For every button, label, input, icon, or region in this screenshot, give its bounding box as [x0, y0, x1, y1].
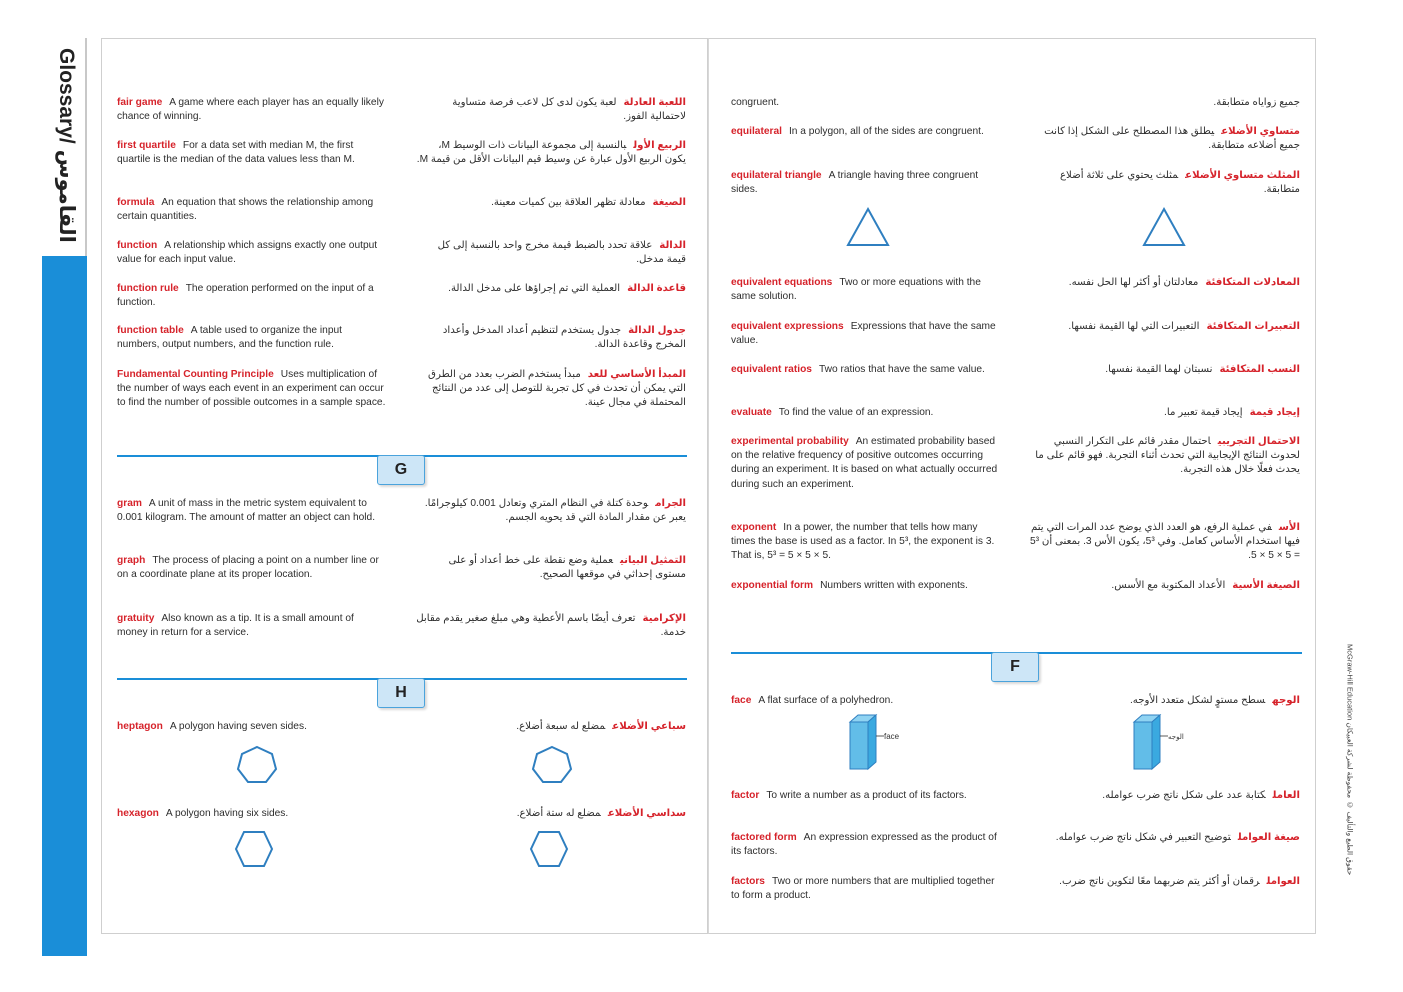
term-ar: اللعبة العادلة — [623, 97, 686, 108]
term: first quartile — [117, 140, 176, 151]
triangle-icon-ar — [1141, 206, 1187, 248]
entry-fair-game-ar — [416, 96, 686, 124]
hexagon-icon-ar — [529, 830, 569, 868]
term: fair game — [117, 97, 163, 108]
heptagon-icon — [236, 745, 278, 785]
term: function rule — [117, 283, 179, 294]
letter-f-badge — [991, 652, 1039, 682]
entry-exponent-ar — [1030, 521, 1300, 564]
entry-graph-en — [117, 554, 387, 582]
heptagon-icon-ar — [531, 745, 573, 785]
entry-equivalent-ratios-ar — [1030, 363, 1300, 377]
entry-heptagon-ar — [416, 720, 686, 734]
term-ar: العامل — [1272, 790, 1300, 801]
entry-experimental-probability-en — [731, 435, 1001, 492]
term-ar: الوجه — [1272, 695, 1300, 706]
entry-hexagon-en — [117, 807, 387, 821]
term-ar: الصيغة — [652, 197, 686, 208]
entry-graph-ar — [416, 554, 686, 582]
entry-function-rule-ar — [416, 282, 686, 296]
term-ar: العوامل — [1266, 876, 1300, 887]
definition: A table used to organize the input numbers, output numbers, and the function rule. — [117, 325, 343, 351]
entry-experimental-probability-ar — [1030, 435, 1300, 478]
definition: Numbers written with exponents. — [820, 580, 968, 591]
entry-exponent-en — [731, 521, 1001, 564]
entry-function-table-en — [117, 324, 387, 352]
entry-hexagon-ar — [416, 807, 686, 821]
letter-f: F — [1010, 658, 1020, 675]
entry-first-quartile-ar — [416, 139, 686, 167]
definition: Expressions that have the same value. — [731, 321, 996, 347]
term: formula — [117, 197, 155, 208]
letter-h: H — [395, 684, 407, 701]
definition-ar: علاقة تحدد بالضبط قيمة مخرج واحد بالنسبة إلى كل قيمة مدخل. — [437, 240, 686, 266]
term-ar: الإكرامية — [642, 613, 686, 624]
term: evaluate — [731, 407, 772, 418]
entry-exponential-form-en — [731, 579, 1001, 593]
term: heptagon — [117, 721, 163, 732]
entry-gratuity-ar — [416, 612, 686, 640]
term: Fundamental Counting Principle — [117, 369, 274, 380]
term-ar: الأس — [1278, 522, 1300, 533]
definition: A game where each player has an equally likely chance of winning. — [117, 97, 384, 123]
entry-factor-ar — [1030, 789, 1300, 803]
entry-fair-game-en — [117, 96, 387, 124]
entry-continued-ar — [1030, 96, 1300, 110]
definition-ar: العملية التي تم إجراؤها على مدخل الدالة. — [448, 283, 621, 294]
term: factor — [731, 790, 760, 801]
left-page — [101, 38, 708, 934]
entry-fundamental-counting-ar — [416, 368, 686, 411]
term: equivalent equations — [731, 277, 833, 288]
definition-ar: تعرف أيضًا باسم الأعطية وهي مبلغ صغير يقدم مقابل خدمة. — [416, 613, 686, 639]
term: factored form — [731, 832, 797, 843]
definition: A unit of mass in the metric system equivalent to 0.001 kilogram. The amount of matter an object can hold. — [117, 498, 376, 524]
letter-h-badge — [377, 678, 425, 708]
definition-ar: نسبتان لهما القيمة نفسها. — [1105, 364, 1213, 375]
term-ar: سباعي الأضلاع — [612, 721, 686, 732]
entry-face-ar — [1030, 694, 1300, 708]
definition: Two ratios that have the same value. — [818, 364, 985, 375]
definition: A flat surface of a polyhedron. — [758, 695, 894, 706]
term-ar: النسب المتكافئة — [1219, 364, 1300, 375]
definition-ar: معادلتان أو أكثر لها الحل نفسه. — [1068, 277, 1199, 288]
entry-gratuity-en — [117, 612, 387, 640]
definition: A polygon having six sides. — [165, 808, 289, 819]
term-ar: التعبيرات المتكافئة — [1206, 321, 1300, 332]
definition-ar: احتمال مقدر قائم على التكرار النسبي لحدوث النتائج الإيجابية التي تحدث أثناء التجربة. فهو قائم على ما يحدث فعلًا خلال هذه التجربة. — [1035, 436, 1300, 476]
term-ar: قاعدة الدالة — [627, 283, 686, 294]
publisher-credit — [1340, 620, 1360, 900]
definition-ar: مضلع له سبعة أضلاع. — [516, 721, 606, 732]
term: experimental probability — [731, 436, 849, 447]
prism-face-icon-ar — [1130, 712, 1192, 772]
term-ar: الربيع الأول — [633, 140, 686, 151]
entry-face-en — [731, 694, 1001, 708]
entry-evaluate-ar — [1030, 406, 1300, 420]
definition-ar: في عملية الرفع، هو العدد الذي يوضح عدد المرات التي يتم فيها استخدام الأساس كعامل. وفي 5³، يكون الأس 3. بمعنى أن 5³ = 5 × 5 × 5. — [1030, 522, 1300, 562]
entry-gram-en — [117, 497, 387, 525]
entry-equivalent-ratios-en — [731, 363, 1001, 377]
term-ar: الجرام — [655, 498, 686, 509]
term: graph — [117, 555, 146, 566]
term: equilateral triangle — [731, 170, 822, 181]
term-ar: صيغة العوامل — [1237, 832, 1300, 843]
term-ar: الدالة — [659, 240, 686, 251]
definition: The operation performed on the input of a function. — [117, 283, 374, 309]
letter-g: G — [394, 461, 408, 478]
definition: A triangle having three congruent sides. — [731, 170, 979, 196]
definition: Also known as a tip. It is a small amount of money in return for a service. — [117, 613, 354, 639]
definition-ar: مبدأ يستخدم الضرب بعدد من الطرق التي يمكن أن تحدث في كل تجربة للتوصل إلى عدد من النتائج المحتملة في مجال عينة. — [428, 369, 686, 409]
term: equivalent expressions — [731, 321, 844, 332]
definition: Two or more equations with the same solution. — [731, 277, 981, 303]
definition: An equation that shows the relationship among certain quantities. — [117, 197, 374, 223]
definition-ar: جدول يستخدم لتنظيم أعداد المدخل وأعداد المخرج وقاعدة الدالة. — [442, 325, 686, 351]
definition: In a power, the number that tells how many times the base is used as a factor. In 5³, the exponent is 3. That is, 5³ = 5 × 5 × 5. — [731, 522, 995, 562]
definition: To find the value of an expression. — [778, 407, 934, 418]
definition-ar: الأعداد المكتوبة مع الأسس. — [1111, 580, 1226, 591]
entry-function-table-ar — [416, 324, 686, 352]
definition-ar: لعبة يكون لدى كل لاعب فرصة متساوية لاحتمالية الفوز. — [452, 97, 686, 123]
glossary-title — [46, 48, 86, 248]
entry-heptagon-en — [117, 720, 387, 734]
definition-ar: توضيح التعبير في شكل ناتج ضرب عوامله. — [1055, 832, 1231, 843]
prism-face-icon — [846, 712, 908, 772]
term-ar: التمثيل البياني — [620, 555, 686, 566]
definition-ar: مضلع له ستة أضلاع. — [516, 808, 601, 819]
term-ar: الصيغة الأسية — [1232, 580, 1300, 591]
definition-ar: معادلة تظهر العلاقة بين كميات معينة. — [491, 197, 646, 208]
term: face — [731, 695, 752, 706]
entry-factors-en — [731, 875, 1001, 903]
term: function — [117, 240, 158, 251]
entry-factored-form-ar — [1030, 831, 1300, 845]
definition: For a data set with median M, the first quartile is the median of the data values less than M. — [117, 140, 355, 166]
triangle-icon — [845, 206, 891, 248]
definition-ar: مثلث يحتوي على ثلاثة أضلاع متطابقة. — [1059, 170, 1300, 196]
definition-ar: كتابة عدد على شكل ناتج ضرب عوامله. — [1102, 790, 1266, 801]
term: hexagon — [117, 808, 159, 819]
entry-formula-ar — [416, 196, 686, 210]
entry-first-quartile-en — [117, 139, 387, 167]
hexagon-icon — [234, 830, 274, 868]
term: gram — [117, 498, 142, 509]
term: factors — [731, 876, 765, 887]
entry-evaluate-en — [731, 406, 1001, 420]
definition-ar: سطح مستوٍ لشكل متعدد الأوجه. — [1129, 695, 1266, 706]
term: exponential form — [731, 580, 814, 591]
publisher-credit-text: McGraw-Hill Education حقوق الطبع والتأليف © محفوظة لشركة العبيكان — [1345, 644, 1355, 876]
entry-gram-ar — [416, 497, 686, 525]
term: exponent — [731, 522, 777, 533]
side-color-band — [42, 256, 87, 956]
definition: To write a number as a product of its factors. — [766, 790, 967, 801]
term: function table — [117, 325, 184, 336]
term-ar: المعادلات المتكافئة — [1205, 277, 1300, 288]
definition: An expression expressed as the product of its factors. — [731, 832, 997, 858]
definition: A polygon having seven sides. — [169, 721, 307, 732]
entry-exponential-form-ar — [1030, 579, 1300, 593]
entry-equilateral-ar — [1030, 125, 1300, 153]
entry-fundamental-counting-en — [117, 368, 387, 411]
term-ar: جدول الدالة — [628, 325, 686, 336]
entry-equivalent-expressions-en — [731, 320, 1001, 348]
term-ar: المثلث متساوي الأضلاع — [1185, 170, 1300, 181]
definition-ar: عملية وضع نقطة على خط أعداد أو على مستوى إحداثي في موقعها الصحيح. — [448, 555, 686, 581]
entry-factors-ar — [1030, 875, 1300, 889]
definition: congruent. — [731, 97, 780, 108]
definition: A relationship which assigns exactly one output value for each input value. — [117, 240, 378, 266]
definition: In a polygon, all of the sides are congruent. — [788, 126, 984, 137]
term-ar: سداسي الأضلاع — [607, 808, 686, 819]
term-ar: إيجاد قيمة — [1249, 407, 1300, 418]
definition-ar: بالنسبة إلى مجموعة البيانات ذات الوسيط M، يكون الربيع الأول عبارة عن وسيط قيم البيانات الأقل من قيمة M. — [416, 140, 686, 166]
letter-g-badge — [377, 455, 425, 485]
entry-equilateral-en — [731, 125, 1001, 139]
definition-ar: التعبيرات التي لها القيمة نفسها. — [1068, 321, 1200, 332]
definition-ar: جميع زواياه متطابقة. — [1213, 97, 1300, 108]
face-label-ar: الوجه — [1168, 733, 1184, 741]
definition: An estimated probability based on the relative frequency of positive outcomes occurring during an experiment. It is based on what actually occurred during such an experiment. — [731, 436, 998, 490]
definition: The process of placing a point on a number line or on a coordinate plane at its proper location. — [117, 555, 379, 581]
definition-ar: يطلق هذا المصطلح على الشكل إذا كانت جميع أضلاعه متطابقة. — [1044, 126, 1300, 152]
definition-ar: وحدة كتلة في النظام المتري وتعادل 0.001 كيلوجرامًا. يعبر عن مقدار المادة التي قد يحويه الجسم. — [424, 498, 686, 524]
entry-factor-en — [731, 789, 1001, 803]
definition: Two or more numbers that are multiplied together to form a product. — [731, 876, 995, 902]
term: gratuity — [117, 613, 155, 624]
term: equivalent ratios — [731, 364, 812, 375]
entry-equivalent-equations-en — [731, 276, 1001, 304]
entry-equilateral-triangle-en — [731, 169, 1001, 197]
entry-continued-en — [731, 96, 1001, 110]
entry-equivalent-expressions-ar — [1030, 320, 1300, 334]
entry-function-rule-en — [117, 282, 387, 310]
definition-ar: إيجاد قيمة تعبير ما. — [1164, 407, 1243, 418]
entry-function-en — [117, 239, 387, 267]
definition: Uses multiplication of the number of ways each event in an experiment can occur to find the number of possible outcomes in a sample space. — [117, 369, 386, 409]
entry-formula-en — [117, 196, 387, 224]
term-ar: متساوي الأضلاع — [1221, 126, 1300, 137]
entry-factored-form-en — [731, 831, 1001, 859]
glossary-title-text: Glossary/ القاموس — [55, 48, 78, 243]
term-ar: المبدأ الأساسي للعد — [587, 369, 686, 380]
term-ar: الاحتمال التجريبي — [1217, 436, 1300, 447]
term: equilateral — [731, 126, 782, 137]
entry-equilateral-triangle-ar — [1030, 169, 1300, 197]
entry-function-ar — [416, 239, 686, 267]
face-label: face — [884, 732, 900, 741]
entry-equivalent-equations-ar — [1030, 276, 1300, 290]
definition-ar: رقمان أو أكثر يتم ضربهما معًا لتكوين ناتج ضرب. — [1059, 876, 1260, 887]
